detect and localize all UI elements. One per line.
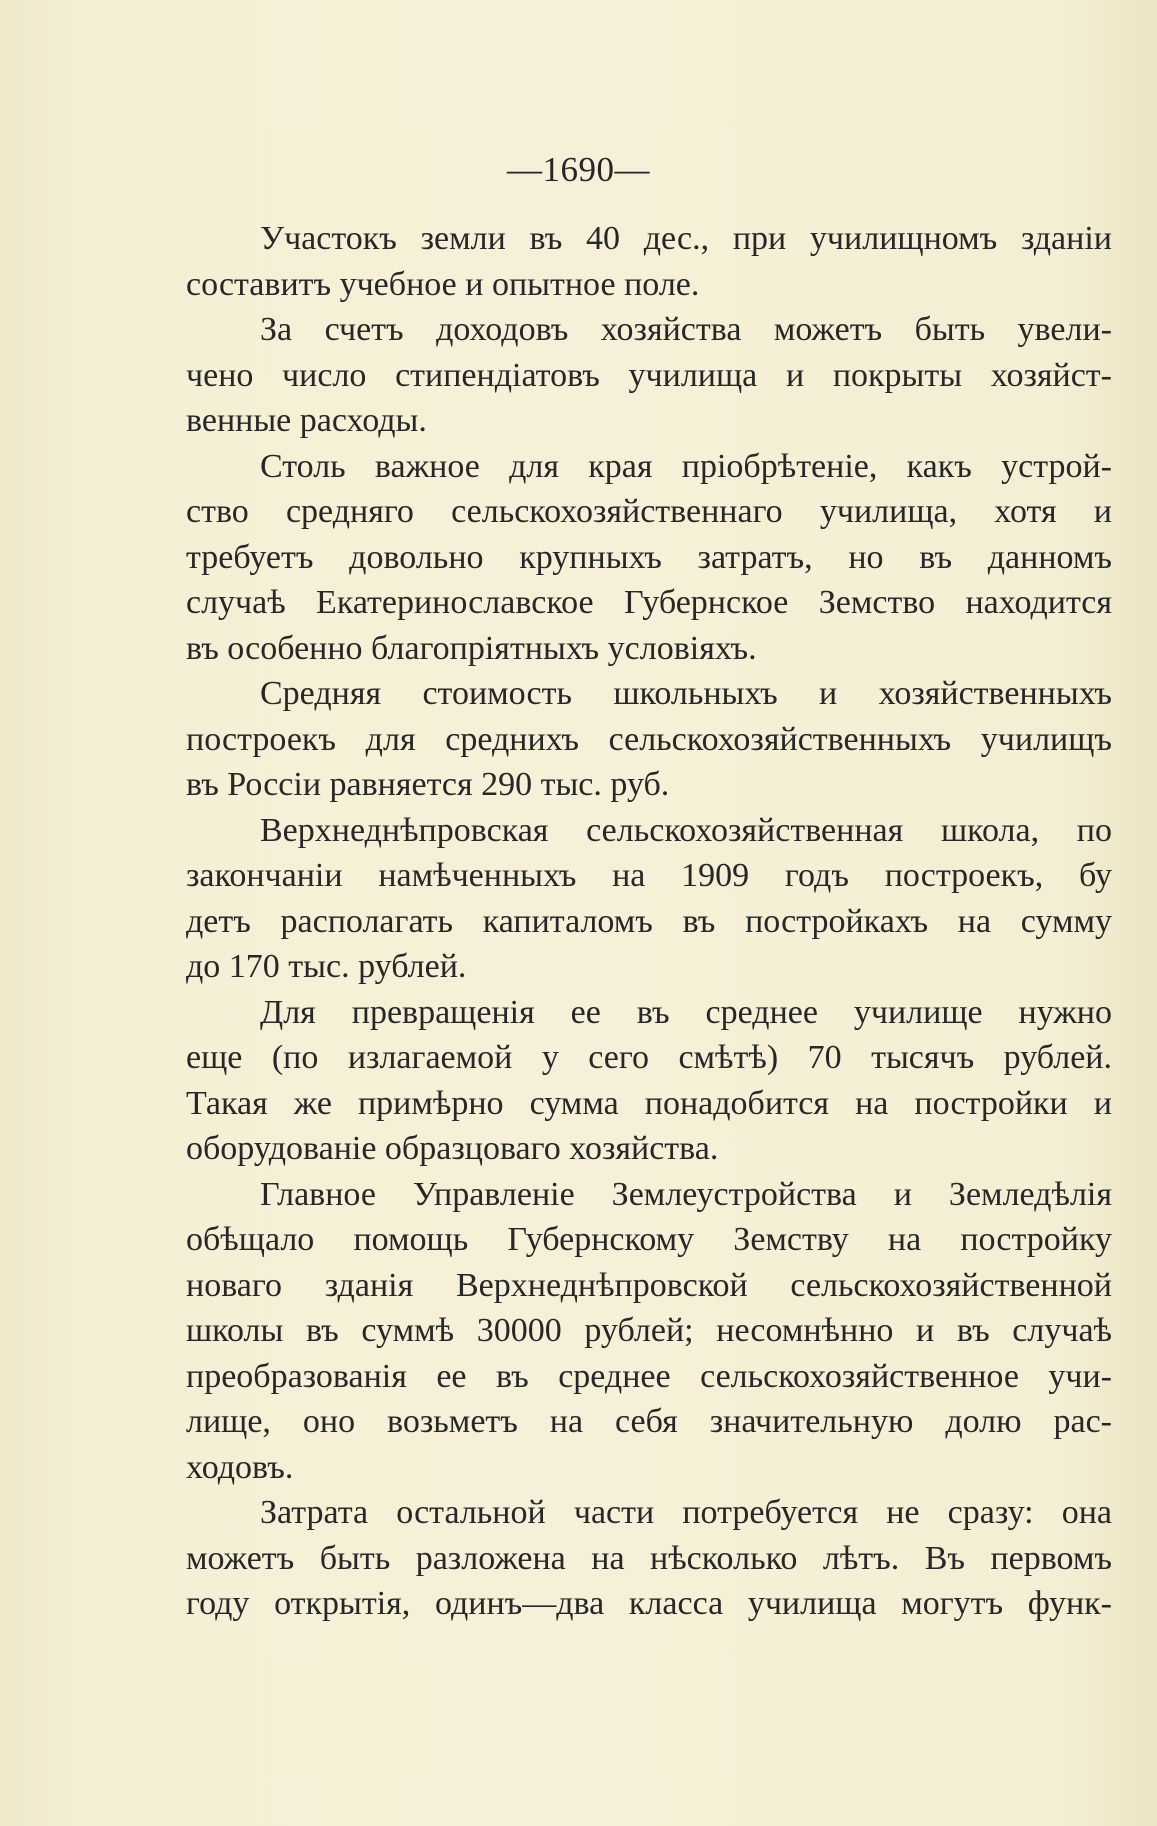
text-line: построекъ для среднихъ сельскохозяйственныхъ училищъ bbox=[186, 720, 1112, 758]
paragraph bbox=[186, 444, 1112, 672]
text-line: Затрата остальной части потребуется не сразу: она bbox=[260, 1494, 1112, 1531]
text-line: въ Россіи равняется 290 тыс. руб. bbox=[186, 766, 670, 803]
text-line: еще (по излагаемой у сего смѣтѣ) 70 тысячъ рублей. bbox=[186, 1039, 1112, 1076]
text-line: оборудованіе образцоваго хозяйства. bbox=[186, 1130, 719, 1167]
text-line: Для превращенія ее въ среднее училище нужно bbox=[260, 993, 1112, 1031]
paragraph bbox=[186, 990, 1112, 1172]
paragraph bbox=[186, 808, 1112, 990]
text-line: Столь важное для края пріобрѣтеніе, какъ устрой- bbox=[260, 447, 1112, 485]
text-line: чено число стипендіатовъ училища и покрыты хозяйст- bbox=[186, 356, 1112, 394]
text-line: За счетъ доходовъ хозяйства можетъ быть увели- bbox=[260, 311, 1112, 348]
page-number: —1690— bbox=[507, 150, 650, 189]
text-line: новаго зданія Верхнеднѣпровской сельскохозяйственной bbox=[186, 1266, 1112, 1304]
body-text bbox=[186, 216, 1112, 1627]
text-line: можетъ быть разложена на нѣсколько лѣтъ. Въ первомъ bbox=[186, 1539, 1112, 1577]
text-line: венные расходы. bbox=[186, 402, 427, 439]
paragraph bbox=[186, 216, 1112, 307]
paragraph bbox=[186, 1490, 1112, 1627]
text-line: Верхнеднѣпровская сельскохозяйственная школа, по bbox=[260, 811, 1112, 849]
paragraph bbox=[186, 307, 1112, 444]
text-line: Такая же примѣрно сумма понадобится на постройки и bbox=[186, 1084, 1112, 1122]
text-line: въ особенно благопріятныхъ условіяхъ. bbox=[186, 629, 757, 667]
text-line: до 170 тыс. рублей. bbox=[186, 948, 467, 985]
text-line: закончаніи намѣченныхъ на 1909 годъ построекъ, бу bbox=[186, 857, 1112, 894]
text-line: Главное Управленіе Землеустройства и Земледѣлія bbox=[260, 1175, 1112, 1213]
text-line: ходовъ. bbox=[186, 1448, 294, 1486]
text-line: школы въ суммѣ 30000 рублей; несомнѣнно и въ случаѣ bbox=[186, 1312, 1112, 1349]
text-line: Участокъ земли въ 40 дес., при училищномъ зданіи bbox=[260, 220, 1112, 257]
text-line: случаѣ Екатеринославское Губернское Земство находится bbox=[186, 584, 1112, 621]
text-line: году открытія, одинъ—два класса училища могутъ функ- bbox=[186, 1585, 1112, 1622]
text-line: преобразованія ее въ среднее сельскохозяйственное учи- bbox=[186, 1357, 1112, 1395]
text-line: требуетъ довольно крупныхъ затратъ, но въ данномъ bbox=[186, 538, 1112, 576]
text-line: Средняя стоимость школьныхъ и хозяйственныхъ bbox=[260, 675, 1112, 712]
paragraph bbox=[186, 1172, 1112, 1491]
text-line: лище, оно возьметъ на себя значительную долю рас- bbox=[186, 1403, 1112, 1440]
text-line: обѣщало помощь Губернскому Земству на постройку bbox=[186, 1221, 1112, 1258]
paragraph bbox=[186, 671, 1112, 808]
text-line: составитъ учебное и опытное поле. bbox=[186, 265, 700, 303]
text-line: ство средняго сельскохозяйственнаго училища, хотя и bbox=[186, 493, 1112, 530]
text-line: детъ располагать капиталомъ въ постройкахъ на сумму bbox=[186, 902, 1112, 940]
